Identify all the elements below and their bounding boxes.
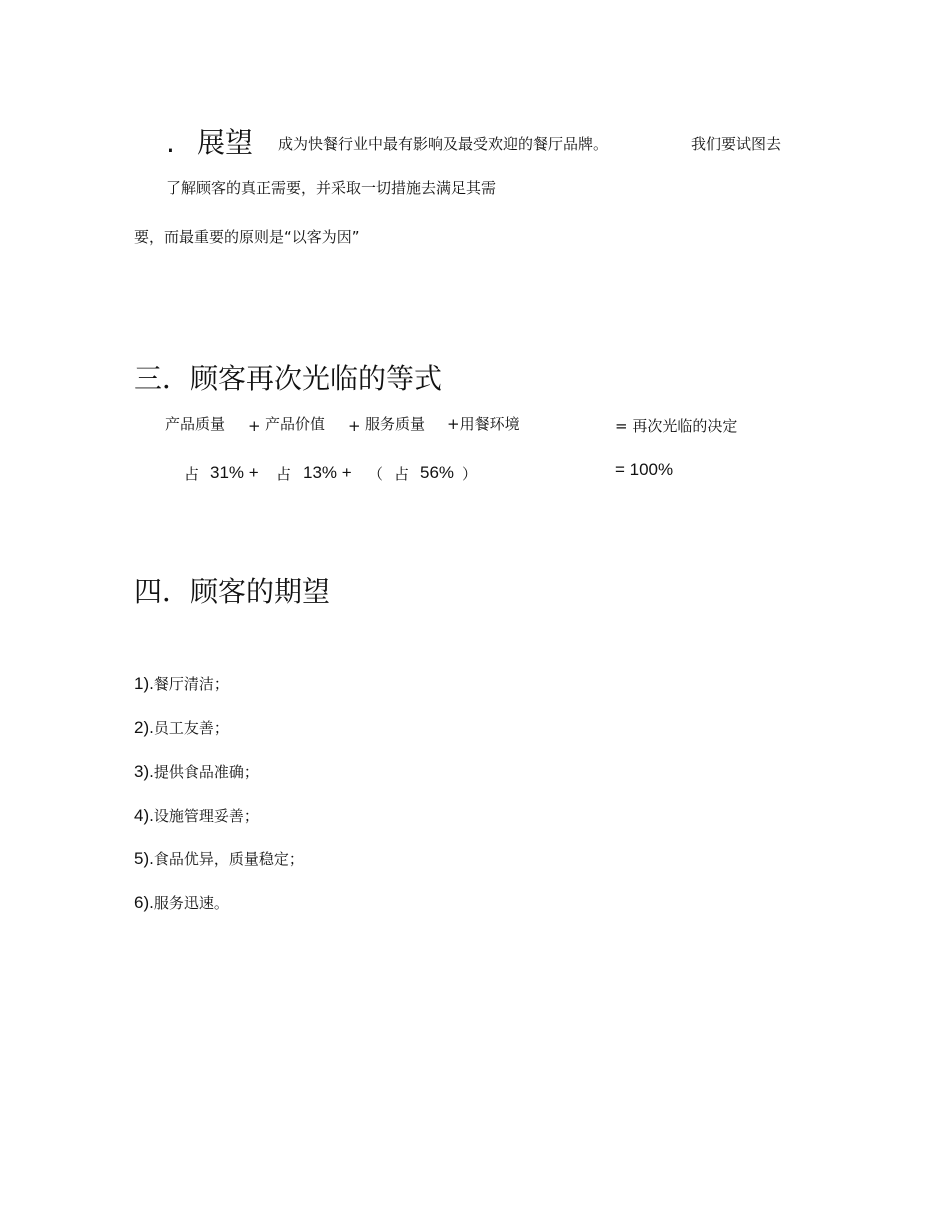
- list-item-text: .提供食品准确；: [149, 763, 259, 781]
- paren-close: ）: [462, 465, 478, 483]
- list-item-number: 1): [134, 674, 150, 693]
- list-item: [134, 892, 229, 914]
- share-label: 占: [394, 465, 410, 483]
- plus-sign: +: [348, 417, 361, 435]
- paren-open: （: [368, 465, 384, 483]
- list-item-text: .服务迅速。: [149, 894, 229, 912]
- vision-line-1b: 我们要试图去: [691, 135, 782, 153]
- list-item-text: .食品优异，质量稳定；: [149, 850, 304, 868]
- vision-line-1a: 成为快餐行业中最有影响及最受欢迎的餐厅品牌。: [278, 135, 609, 153]
- vision-dot: .: [166, 126, 175, 159]
- equation-heading: 三．顾客再次光临的等式: [134, 362, 443, 395]
- expectations-heading: 四．顾客的期望: [134, 575, 331, 608]
- share-value-value: 13% +: [303, 463, 352, 482]
- share-total: = 100%: [615, 460, 674, 479]
- list-item: [134, 717, 229, 739]
- list-item-text: .设施管理妥善；: [149, 807, 259, 825]
- list-item-text: .员工友善；: [149, 719, 229, 737]
- list-item: [134, 673, 229, 695]
- list-item-text: .餐厅清洁；: [149, 675, 229, 693]
- share-value-quality: 31% +: [210, 463, 259, 482]
- list-item-number: 2): [134, 718, 150, 737]
- list-item: [134, 848, 304, 870]
- term-dining-environment: +用餐环境: [447, 415, 520, 433]
- list-item-number: 4): [134, 806, 150, 825]
- share-value-service: 56%: [420, 463, 455, 482]
- list-item-number: 3): [134, 762, 150, 781]
- term-product-quality: 产品质量: [165, 415, 226, 433]
- share-label: 占: [276, 465, 292, 483]
- equation-result: = 再次光临的决定: [615, 417, 738, 435]
- vision-line-3: 要，而最重要的原则是“以客为因”: [134, 228, 360, 246]
- vision-heading: 展望: [197, 126, 254, 159]
- term-product-value: 产品价值: [265, 415, 326, 433]
- plus-sign: +: [248, 417, 261, 435]
- list-item-number: 5): [134, 849, 150, 868]
- list-item: [134, 805, 259, 827]
- share-label: 占: [184, 465, 200, 483]
- vision-line-2: 了解顾客的真正需要，并采取一切措施去满足其需: [166, 179, 497, 197]
- term-service-quality: 服务质量: [365, 415, 426, 433]
- list-item-number: 6): [134, 893, 150, 912]
- list-item: [134, 761, 259, 783]
